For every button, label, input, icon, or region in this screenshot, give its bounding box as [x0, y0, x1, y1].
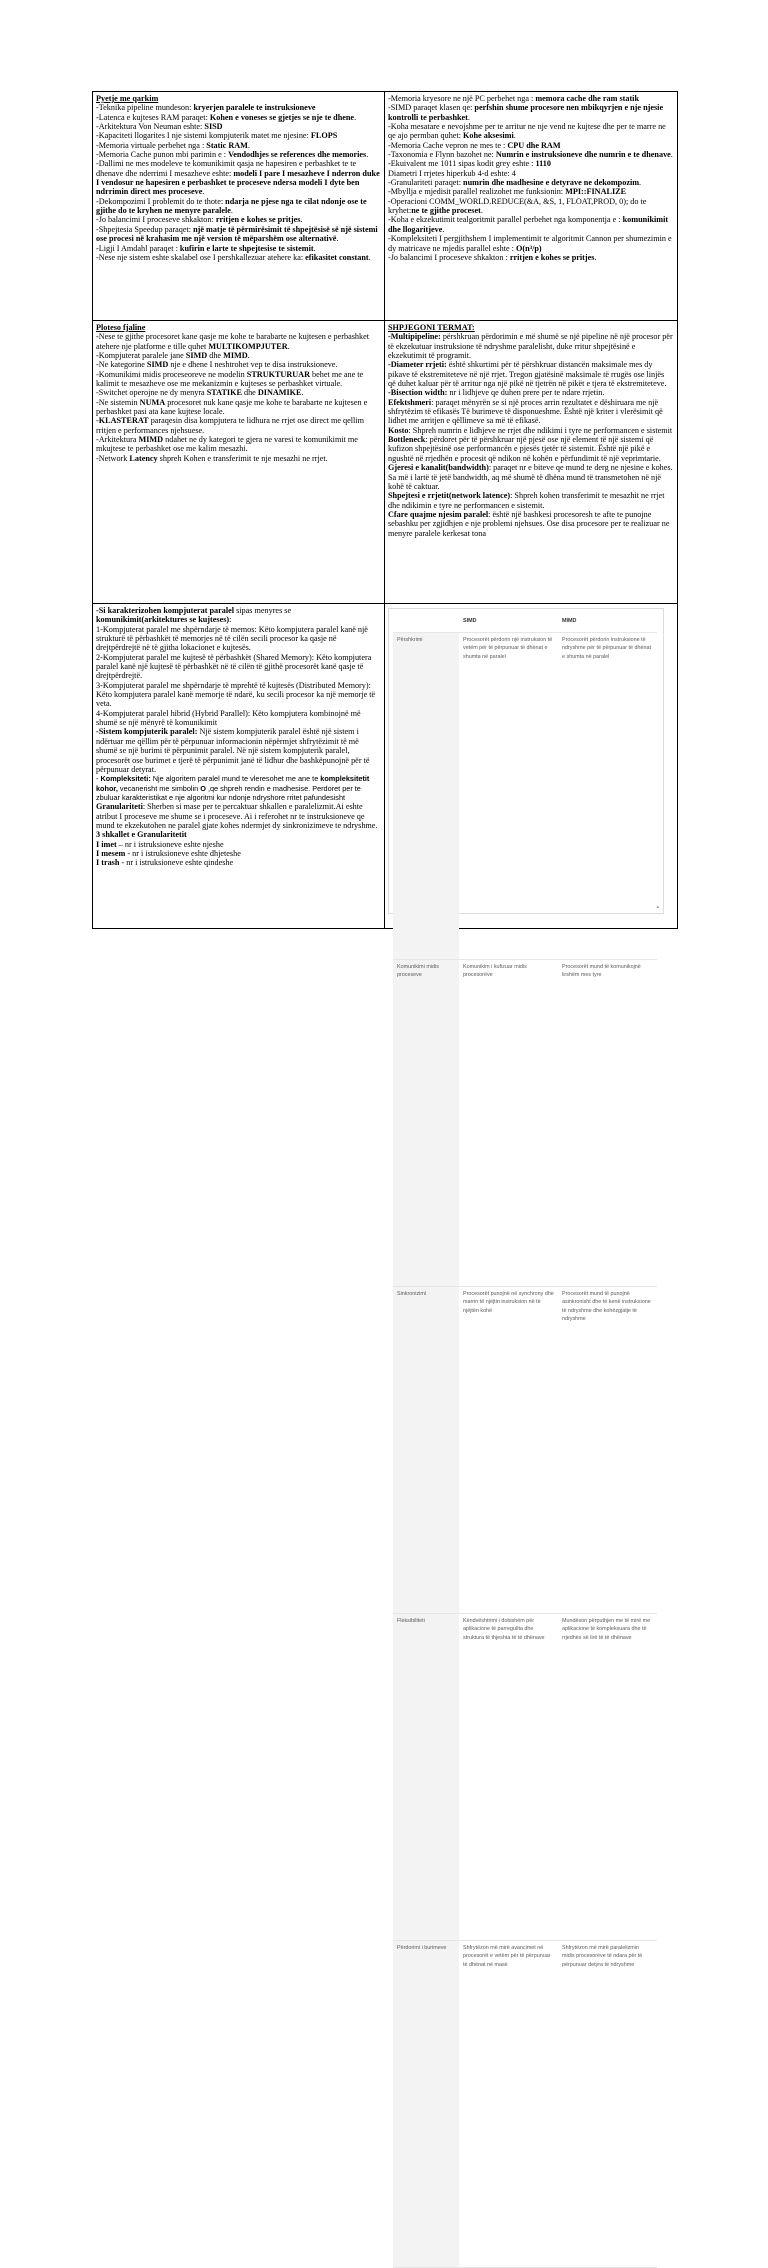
text-line	[96, 150, 381, 159]
bold-text: O(n³/p)	[516, 243, 542, 253]
bold-text: I mesem	[96, 849, 126, 859]
text-line	[96, 625, 381, 653]
q4-lines	[388, 332, 674, 538]
comparison-row	[393, 1940, 657, 2267]
text-run: .	[480, 206, 483, 216]
comparison-header	[393, 611, 459, 632]
text-line	[388, 103, 674, 122]
text-run: .	[336, 234, 339, 244]
text-run: -Memoria Cache punon mbi parimin e :	[96, 150, 229, 160]
text-run: -Mbyllja e mjedisit parallel realizohet me funksionin:	[388, 187, 566, 197]
comparison-cell: Procesorët mund të komunikojnë lirshëm mes tyre	[558, 959, 657, 1286]
bold-text: Bottleneck	[388, 435, 426, 445]
cell-explain-terms	[385, 321, 678, 604]
text-line	[388, 197, 674, 216]
text-line	[96, 370, 381, 389]
text-line	[96, 727, 381, 774]
text-run: .	[513, 131, 516, 141]
text-run: : paraqet nr e biteve qe mund te derg ne njesine e kohes. Sa më i lartë të jetë bandwidth, aq më shumë të dhëna mund të transmetohen në një kohë të caktuar.	[388, 463, 673, 491]
text-run: -Network	[96, 453, 130, 463]
text-run: -Kompleksiteti I pergjithshem I implementimit te algoritmit Cannon per shumezimin e dy matricave ne mjedis parallel eshte :	[388, 234, 672, 253]
bold-text: Granulariteti	[96, 802, 143, 812]
text-line	[96, 215, 381, 224]
bold-text: 3 shkallet e Granularitetit	[96, 830, 187, 840]
text-run: dhe	[207, 351, 224, 361]
text-run: -Shpejtesia Speedup paraqet:	[96, 224, 194, 234]
bold-text: kufirin e larte te shpejtesise te sistemit	[179, 243, 314, 253]
text-line	[96, 141, 381, 150]
comparison-cell: Komunikim i kufizuar midis procesorëve	[459, 959, 558, 1286]
comparison-row	[393, 632, 657, 959]
text-run: -Memoria kryesore ne një PC perbehet nga :	[388, 94, 536, 103]
text-line	[96, 606, 381, 625]
text-run: .	[287, 341, 290, 351]
text-line	[388, 510, 674, 538]
text-run: -Jo balancimi I proceseve shkakton :	[388, 252, 510, 262]
comparison-cell: Shfrytëzon më mirë avancimet në procesorët e vetëm për të përpunuar të dhënat në masë	[459, 1940, 558, 2267]
text-line	[96, 858, 381, 867]
q5-lines-2	[96, 802, 381, 867]
text-line	[96, 225, 381, 244]
text-run: vecanerisht me simbolin	[117, 783, 201, 793]
comparison-cell: Procesorët përdorin një instruksion të vetëm për të përpunuar të dhënat e shumta në paralel	[459, 632, 558, 959]
scroll-indicator-icon: ▴	[656, 904, 659, 910]
cell-parallel-computers	[93, 604, 385, 929]
text-run: 3-Kompjuterat paralel me shpërndarje të mprehtë të kujtesës (Distributed Memory): Këto kompjutera paralel kanë memorje të ndarë, ku secili procesor ka një memorje të veta.	[96, 680, 376, 709]
text-line	[388, 122, 674, 141]
text-run: -Arkitektura Von Neuman eshte:	[96, 122, 205, 132]
text-run: .	[670, 150, 673, 160]
text-run: -Kompjuterat paralele jane	[96, 351, 186, 361]
bold-text: Shpejtesi e rrjetit(network latence)	[388, 491, 511, 501]
text-run: nr i lidhjeve qe duhen prere per te ndare rrjetin.	[449, 388, 605, 398]
text-line	[388, 332, 674, 360]
text-run: procesoret nuk kane qasje me kohe te barabarte ne kujtesen e perbashket pasi ata kane kujtese locale.	[96, 397, 368, 417]
text-run: .	[300, 215, 303, 225]
comparison-row-label: Komunikimi midis proceseve	[393, 959, 459, 1286]
bold-text: numrin dhe madhesine e detyrave ne dekompozim	[463, 178, 640, 188]
text-line	[388, 215, 674, 234]
cell-fill-blanks	[93, 321, 385, 604]
section-heading: Pyetje me qarkim	[96, 94, 159, 103]
bold-text: SIMD	[185, 351, 208, 361]
text-line	[388, 169, 674, 178]
bold-text: Vendodhjes se references dhe memories	[228, 150, 367, 160]
text-run: .	[230, 206, 233, 216]
bold-text: ndarja ne pjese nga te cilat ndonje ose te gjithe do te kryhen ne menyre paralele	[96, 196, 367, 216]
bold-text: KLASTERAT	[98, 416, 149, 426]
text-line	[388, 94, 674, 103]
text-run: -Jo balancimi I proceseve shkakton:	[96, 215, 216, 225]
text-line	[388, 141, 674, 150]
text-line	[96, 840, 381, 849]
text-run: .	[594, 252, 597, 262]
text-run: -Ne kategorine	[96, 360, 147, 370]
text-line	[96, 360, 381, 369]
q1-lines	[96, 103, 381, 262]
q5-sans-lines	[96, 774, 381, 802]
comparison-row-label: Përdorimi i burimeve	[393, 1940, 459, 2267]
text-run: -Komunikimi midis proceseoreve ne modelin	[96, 369, 247, 379]
text-line	[388, 491, 674, 510]
section-heading: Ploteso fjaline	[96, 323, 146, 332]
text-line	[96, 122, 381, 131]
comparison-header: MIMD	[558, 611, 657, 632]
text-run: -Memoria virtuale perbehet nga :	[96, 140, 207, 150]
text-run: .	[442, 224, 445, 234]
text-run: sipas menyres se	[234, 606, 292, 615]
comparison-row-label: Fleksibiliteti	[393, 1613, 459, 1940]
text-run: -SIMD paraqet klasen qe:	[388, 103, 475, 113]
text-run: -Operacioni COMM_WORLD.REDUCE(&A, &S, 1, FLOAT,PROD, 0); do te kryhet:	[388, 196, 647, 216]
text-line	[96, 197, 381, 216]
text-run: -Nese te gjithe procesoret kane qasje me kohe te barabarte ne kujtesen e perbashket atehere nje platforme e tille quhet	[96, 332, 370, 351]
text-line	[96, 830, 381, 839]
text-run: -Granulariteti paraqet:	[388, 178, 464, 188]
text-run: Një sistem kompjuterik paralel është një sistem i ndërtuar me qëllim për të përpunuar informacionin nëpërmjet shfrytëzimit të më shumë se një burimi të përpunimit paralel. Në një sistem kompjuterik paralel, procesorët ose burimet e tjerë të përpunimit janë të lidhur dhe bashkëpunojnë për të përpunuar detyrat.	[96, 727, 370, 774]
text-line	[96, 103, 381, 112]
text-run: .	[247, 351, 250, 361]
bold-text: -Diameter rrjeti:	[388, 360, 449, 370]
bold-text: Kohe aksesimi	[463, 131, 514, 141]
text-run: - nr i istruksioneve eshte dhjeteshe	[125, 849, 241, 859]
bold-text: komunikimit(arkitektures se kujteses)	[96, 615, 230, 625]
text-line	[96, 131, 381, 140]
comparison-cell: Shfrytëzon më mirë paralelizmin midis procesorëve të ndara për të përpunuar detyra të ndryshme	[558, 1940, 657, 2267]
comparison-row	[393, 1613, 657, 1940]
bold-text: Gjeresi e kanalit(bandwidth)	[388, 463, 489, 473]
bold-text: Numrin e instruksioneve dhe numrin e te dhenave	[495, 150, 671, 160]
text-line	[388, 178, 674, 187]
cell-multiple-choice-2	[385, 92, 678, 321]
bold-text: kompleksitetit kohor,	[96, 774, 370, 793]
text-line	[388, 150, 674, 159]
comparison-cell: Procesorët punojnë në synchrony dhe marrin të njëjtin instruksion në të njëjtën kohë	[459, 1286, 558, 1613]
text-run: -Dekompozimi I problemit do te thote:	[96, 196, 226, 206]
bold-text: STRUKTURUAR	[246, 369, 310, 379]
text-line	[96, 159, 381, 196]
text-run: -Memoria Cache vepron ne mes te :	[388, 140, 508, 150]
text-run: dhe	[241, 388, 258, 398]
text-run: -Koha mesatare e nevojshme per te arritur ne nje vend ne kujtese dhe per te marre ne qe ajo permban quhet:	[388, 122, 666, 141]
bold-text: I trash	[96, 858, 120, 868]
bold-text: NUMA	[139, 397, 166, 407]
text-run: 1-Kompjuterat paralel me shpërndarje të memos: Këto kompjutera paralel kanë një strukturë të përbashkët të memorjes në të cilën secili procesor ka qasje në drejtpërdrejtë në të gjitha lokacionet e kujtesës.	[96, 624, 368, 653]
bold-text: perfshin shume procesore nen mbikqyrjen e nje njesie kontrolli te perbashket	[388, 103, 664, 122]
bold-text: Kosto	[388, 425, 409, 435]
bold-text: Kompleksiteti:	[100, 774, 151, 784]
text-run: -Teknika pipeline mundeson:	[96, 103, 194, 113]
text-run: : është një bashkesi procesoresh te afte te punojne sebashku per zgjidhjen e nje problemi njehsues. Ose disa procesore per te realizuar ne menyre paralele kerkesat tona	[388, 509, 670, 538]
text-line	[388, 360, 674, 388]
q3-lines	[96, 332, 381, 463]
text-run: :	[229, 615, 232, 625]
text-line	[388, 426, 674, 435]
text-run: : Sherben si mase per te percaktuar shkallen e paralelizmit.Ai eshte atribut I proceseve me shume se i proceseve. Ai i referohet nr te instruksioneve qe mund te ekzekutohen ne paralel gjate kohes ndermjet dy sinkronizimeve te ndryshme.	[96, 802, 378, 831]
bold-text: O	[200, 783, 206, 793]
text-run: -Latenca e kujteses RAM paraqet:	[96, 112, 210, 122]
cell-multiple-choice-1	[93, 92, 385, 321]
bold-text: -Bisection width:	[388, 388, 450, 398]
text-run: përshkruan përdorimin e më shumë se një pipeline në një procesor për të ekzekutuar instruksione të ndryshme paralelisht, duke rritur shpejtësinë e ekzekutimit të programit.	[388, 332, 673, 361]
text-line	[96, 253, 381, 262]
comparison-cell: Procesorët përdorin instruksione të ndryshme për të përpunuar të dhënat e shumta në paralel	[558, 632, 657, 959]
bold-text: komunikimit dhe llogaritjeve	[388, 215, 669, 234]
text-line	[96, 849, 381, 858]
comparison-row-label: Përshkrimi	[393, 632, 459, 959]
cell-comparison-image	[385, 604, 678, 1968]
text-run: paraqesin disa kompjutera te lidhura ne rrjet ose direct me qellim rritjen e performances njehsuese.	[96, 416, 364, 435]
bold-text: -Multipipeline:	[388, 332, 443, 342]
text-line	[96, 113, 381, 122]
text-run: -Dallimi ne mes modeleve te komunikimit qasja ne hapesiren e perbashket te te dhenave dhe nderrimi I mesazheve eshte:	[96, 159, 357, 178]
text-run: .	[467, 112, 470, 122]
text-run: .	[301, 388, 304, 398]
comparison-cell: Këndvështrimi i dobishëm për aplikacione të parregullta dhe struktura të thjeshta të të dhënave	[459, 1613, 558, 1940]
bold-text: memora cache dhe ram statik	[535, 94, 640, 103]
notes-table	[92, 91, 678, 1968]
simd-mimd-comparison-card	[388, 608, 664, 1968]
text-run: Nje algoritem paralel mund te vleresohet me ane te	[150, 774, 321, 784]
text-line	[388, 234, 674, 253]
text-run: -	[96, 416, 99, 426]
text-run: shpreh Kohen e transferimit te nje mesazhi ne rrjet.	[157, 453, 328, 463]
text-run: behet me ane te kalimit te mesazheve ose me mekanizmin e kujteses se perbashket virtuale.	[96, 369, 364, 389]
text-run: .	[247, 140, 250, 150]
text-run: -Ligji I Amdahl paraqet :	[96, 243, 180, 253]
text-run: ,qe shpreh rendin e madhesise. Perdoret per te zbuluar karakteristikat e nje algoritmi kur ndonje ndryshore rritet pafundesisht	[96, 783, 361, 802]
simd-mimd-comparison-table	[393, 611, 657, 2268]
section-heading: SHPJEGONI TERMAT:	[388, 323, 475, 332]
bold-text: efikasitet constant	[305, 252, 369, 262]
comparison-row	[393, 1286, 657, 1613]
text-run: – nr i istruksioneve eshte njeshe	[116, 839, 224, 849]
bold-text: SISD	[204, 122, 223, 132]
text-line	[96, 454, 381, 463]
text-line	[96, 388, 381, 397]
bold-text: SIMD	[146, 360, 169, 370]
comparison-row-label: Sinkronizimi	[393, 1286, 459, 1613]
text-line	[388, 187, 674, 196]
bold-text: I imet	[96, 839, 117, 849]
comparison-cell: Mundëson përputhjen me të mirë me aplikacione të kompleksuara dhe të rrjedhës së lirë të të dhënave	[558, 1613, 657, 1940]
bold-text: rritjen e kohes se pritjes	[509, 252, 595, 262]
text-line	[96, 416, 381, 435]
bold-text: FLOPS	[310, 131, 338, 141]
bold-text: STATIKE	[206, 388, 242, 398]
text-run: .	[313, 243, 316, 253]
bold-text: MIMD	[138, 435, 164, 445]
bold-text: DINAMIKE	[257, 388, 302, 398]
comparison-row	[393, 959, 657, 1286]
text-run: 4-Kompjuterat paralel hibrid (Hybrid Parallel): Këto kompjutera kombinojnë më shumë se një mënyrë të komunikimit	[96, 708, 361, 728]
bold-text: MULTIKOMPJUTER	[208, 341, 288, 351]
bold-text: modeli I pare I mesazheve I nderron duke I vendosur ne hapesiren e perbashket te proceseve ndersa modeli I dyte ben ndrrimin direct mes proceseve	[96, 168, 380, 197]
text-run: -Koha e ekzekutimit tealgoritmit parallel perbehet nga komponentja e :	[388, 215, 623, 225]
text-run: -Kapaciteti llogarites I nje sistemi kompjuterik matet me njesine:	[96, 131, 311, 141]
text-run: -Switchet operojne ne dy menyra	[96, 388, 207, 398]
text-run: : Shpreh kohen transferimit te mesazhit ne rrjet dhe ndikimin e tyre ne performancen e sistemit.	[388, 491, 665, 510]
text-run: : paraqet mënyrën se si një proces arrin rezultatet e dëshiruara me një shfrytëzim të efikasës Të burimeve të disponueshme. Është një kriter i vlerësimit që lidhet me arritjen e qëllimeve sa më të efikasë.	[388, 397, 663, 426]
text-run: .	[639, 178, 642, 188]
text-line	[388, 435, 674, 463]
text-run: -Arkitektura	[96, 435, 139, 445]
text-run: .	[366, 150, 369, 160]
text-run: .	[202, 187, 205, 197]
bold-text: -Si karakterizohen kompjuterat paralel	[96, 606, 235, 615]
text-line	[96, 332, 381, 351]
comparison-header: SIMD	[459, 611, 558, 632]
bold-text: rritjen e kohes se pritjes	[215, 215, 301, 225]
comparison-header-row	[393, 611, 657, 632]
text-line	[96, 653, 381, 681]
comparison-cell: Procesorët mund të punojnë asinkronisht dhe të kenë instruksione të ndryshme dhe kohëzgjatje të ndryshme	[558, 1286, 657, 1613]
text-run: ndahet ne dy kategori te gjera ne varesi te komunikimit me mkujtese te perbashket ose me kalim mesazhi.	[96, 435, 358, 454]
text-line	[96, 774, 381, 802]
text-run: -Ekuivalent me 1011 sipas kodit grey eshte :	[388, 159, 536, 169]
text-line	[96, 802, 381, 830]
bold-text: MIMD	[223, 351, 248, 361]
bold-text: Kohen e voneses se gjetjes se nje te dhene	[209, 112, 355, 122]
bold-text: 1110	[535, 159, 551, 169]
text-run: : Shpreh numrin e lidhjeve ne rrjet dhe ndikimi i tyre ne performancen e sistemit	[408, 425, 673, 435]
q2-lines	[388, 94, 674, 262]
bold-text: Static RAM	[206, 140, 248, 150]
text-run: -Taxonomia e Flynn bazohet ne:	[388, 150, 496, 160]
text-line	[388, 253, 674, 262]
text-run: -	[96, 774, 101, 784]
text-run: .	[354, 112, 357, 122]
text-line	[96, 398, 381, 417]
bold-text: Efektshmeri	[388, 397, 432, 407]
text-line	[388, 159, 674, 168]
text-line	[96, 709, 381, 728]
text-run: Diametri I rrjetes hiperkub 4-d eshte: 4	[388, 168, 516, 178]
text-run: .	[368, 252, 371, 262]
text-run: është shkurtimi për të përshkruar distancën maksimale mes dy pikave të ekstremiteteve në një rrjet. Tregon gjatësinë maksimale të rrugës ose linjës që duhet kaluar për të arritur nga një pikë në tjetrën në pikët e tjera të ekstremiteteve.	[388, 360, 667, 389]
bold-text: Cfare quajme njesim paralel	[388, 509, 489, 519]
q5-lines	[96, 606, 381, 774]
text-line	[388, 398, 674, 426]
text-line	[96, 351, 381, 360]
text-run: -Nese nje sistem eshte skalabel ose I pershkallezuar atehere ka:	[96, 252, 306, 262]
bold-text: një matje të përmirësimit të shpejtësisë së një sistemi ose procesi në krahasim me një version të mëparshëm ose alternativë	[96, 224, 378, 244]
text-run: -Ne sistemin	[96, 397, 140, 407]
text-line	[96, 244, 381, 253]
bold-text: Latency	[129, 453, 158, 463]
text-run: 2-Kompjuterat paralel me kujtesë të përbashkët (Shared Memory): Këto kompjutera paralel kanë një kujtesë të përbashkët në të cilën të gjithë procesorët kanë qasje të drejtpërdrejtë.	[96, 652, 372, 681]
text-line	[388, 463, 674, 491]
text-run: nje e dhene I neshtrohet vep te disa instruksioneve.	[168, 360, 338, 370]
bold-text: ne te gjithe proceset	[411, 206, 481, 216]
text-line	[388, 388, 674, 397]
text-line	[96, 681, 381, 709]
text-run: - nr i istruksioneve eshte qindeshe	[119, 858, 234, 868]
text-line	[96, 435, 381, 454]
text-run: : përdoret për të përshkruar një pjesë ose një element të një sistemi që kufizon shpejtësinë ose performancën e pjesës tjetër të sistemit. Është një pikë e ngushtë në rrjedhën e procesit që ndikon në kohën e përfundimit të një veprimtarie.	[388, 435, 661, 463]
bold-text: CPU dhe RAM	[507, 140, 561, 150]
bold-text: MPI::FINALIZE	[565, 187, 627, 197]
bold-text: -Sistem kompjuterik paralel:	[96, 727, 200, 737]
bold-text: kryerjen paralele te instruksioneve	[193, 103, 316, 113]
